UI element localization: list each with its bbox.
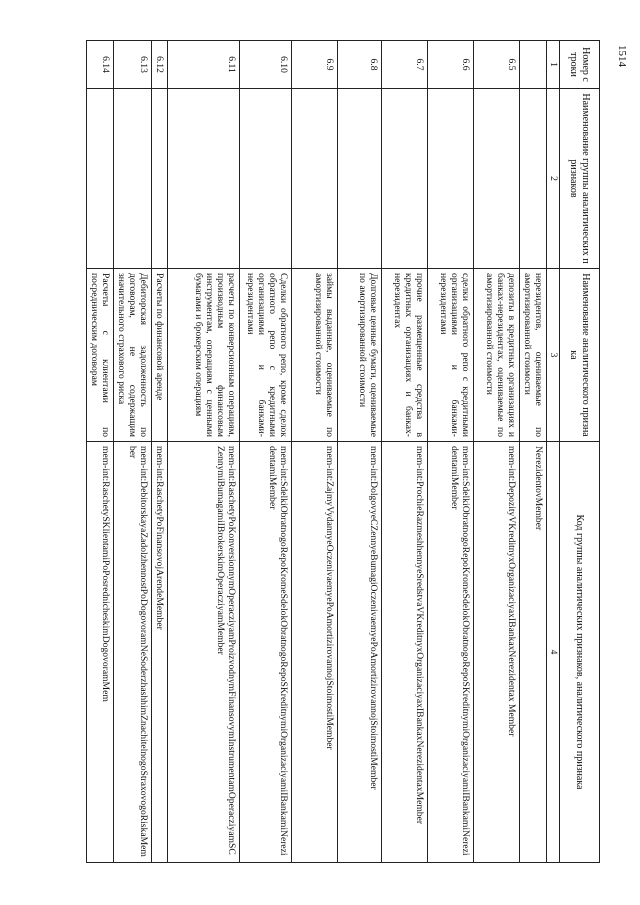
row-number: 6.12 [152,41,168,89]
table-row [168,41,240,863]
attribute-code: mem-int:ZajmyVydannyeOczenivaemyePoAmortizirovannojStoimostiMember [292,442,338,863]
row-number: 6.10 [240,41,292,89]
table-row [474,41,520,863]
row-number: 6.6 [428,41,474,89]
header-row [560,41,600,863]
group-name [87,89,114,269]
attribute-code: mem-int:DolgovyeCZennyeBumagiOczenivaemyePoAmortizirovannojStoimostiMember [338,442,382,863]
row-number: 6.8 [338,41,382,89]
table-row [520,41,547,863]
column-number: 3 [547,269,560,442]
attribute-code: mem-int:SdelkiObratnogoRepoKromeSdelokObratnogoRepoSKreditnymiOrganizaciyamiIBankamiNerezidentamiMember [240,442,292,863]
attribute-code: mem-int:DebitorskayaZadolzhennostPoDogovoramNeSoderzhashhimZnachitelnogoStraxovogoRiskaMember [114,442,152,863]
table-row [114,41,152,863]
group-name [428,89,474,269]
table-row [87,41,114,863]
attribute-name: займы выданные, оцениваемые по амортизированной стоимости [292,269,338,442]
attribute-code: mem-int:RaschetyPoKonversionnymOperacziyamProizvodnymFinansovymInstrumentamOperacziyamSCZennymiBumagamiIBrokerskimOperacziyamMember [168,442,240,863]
table-row [382,41,428,863]
row-number [520,41,547,89]
rotated-table-container [88,40,600,862]
page-number [614,26,630,86]
attribute-name: расчеты по конверсионным операциям, производным финансовым инструментам, операциям с ценными бумагами и брокерским операциям [168,269,240,442]
table-row [428,41,474,863]
group-name [382,89,428,269]
attribute-name: сделки обратного репо с кредитными организациями и банками-нерезидентами [428,269,474,442]
table-row [292,41,338,863]
group-name [338,89,382,269]
attribute-name: Сделки обратного репо, кроме сделок обратного репо с кредитными организациями и банками-нерезидентами [240,269,292,442]
table-row [338,41,382,863]
row-number: 6.13 [114,41,152,89]
group-name [168,89,240,269]
attribute-code: mem-int:RaschetySKlientamiPoPosrednicheskimDogovoramMem [87,442,114,863]
attribute-code: mem-int:DepozityVKreditnyxOrganizaciyaxIBankaxNerezidentax Member [474,442,520,863]
header-attribute-name: Наименование аналитического признака [560,269,600,442]
attribute-code: mem-int:SdelkiObratnogoRepoKromeSdelokObratnogoRepoSKreditnymiOrganizaciyamiIBankamiNerezidentamiMember [428,442,474,863]
table-row [152,41,168,863]
row-number: 6.11 [168,41,240,89]
column-number: 4 [547,442,560,863]
group-name [474,89,520,269]
header-code: Код группы аналитических признаков, аналитического признака [560,442,600,863]
attribute-name: Долговые ценные бумаги, оцениваемые по амортизированной стоимости [338,269,382,442]
group-name [520,89,547,269]
document-stage [88,40,600,862]
row-number: 6.7 [382,41,428,89]
column-number: 1 [547,41,560,89]
analytics-table [86,40,600,863]
attribute-code: NerezidentovMember [520,442,547,863]
attribute-name: прочие размещенные средства в кредитных организациях и банках-нерезидентах [382,269,428,442]
row-number: 6.14 [87,41,114,89]
attribute-name: Расчеты с клиентами по посредническим договорам [87,269,114,442]
row-number: 6.9 [292,41,338,89]
page-number-text: 1514 [616,45,628,67]
attribute-code: mem-int:ProchieRazmeshhennyeSredstvaVKreditnyxOrganizaciyaxIBankaxNerezidentaxMember [382,442,428,863]
attribute-name: Расчеты по финансовой аренде [152,269,168,442]
column-number-row [547,41,560,863]
group-name [292,89,338,269]
attribute-name: депозиты в кредитных организациях и банках-нерезидентах, оцениваемые по амортизированной стоимости [474,269,520,442]
group-name [240,89,292,269]
table-row [240,41,292,863]
attribute-name: Дебиторская задолженность по договорам, не содержащим значительного страхового риска [114,269,152,442]
group-name [152,89,168,269]
header-row-number: Номер строки [560,41,600,89]
group-name [114,89,152,269]
column-number: 2 [547,89,560,269]
header-group-name: Наименование группы аналитических признаков [560,89,600,269]
row-number: 6.5 [474,41,520,89]
attribute-name: нерезидентов, оцениваемые по амортизированной стоимости [520,269,547,442]
attribute-code: mem-int:RaschetyPoFinansovojArendeMember [152,442,168,863]
